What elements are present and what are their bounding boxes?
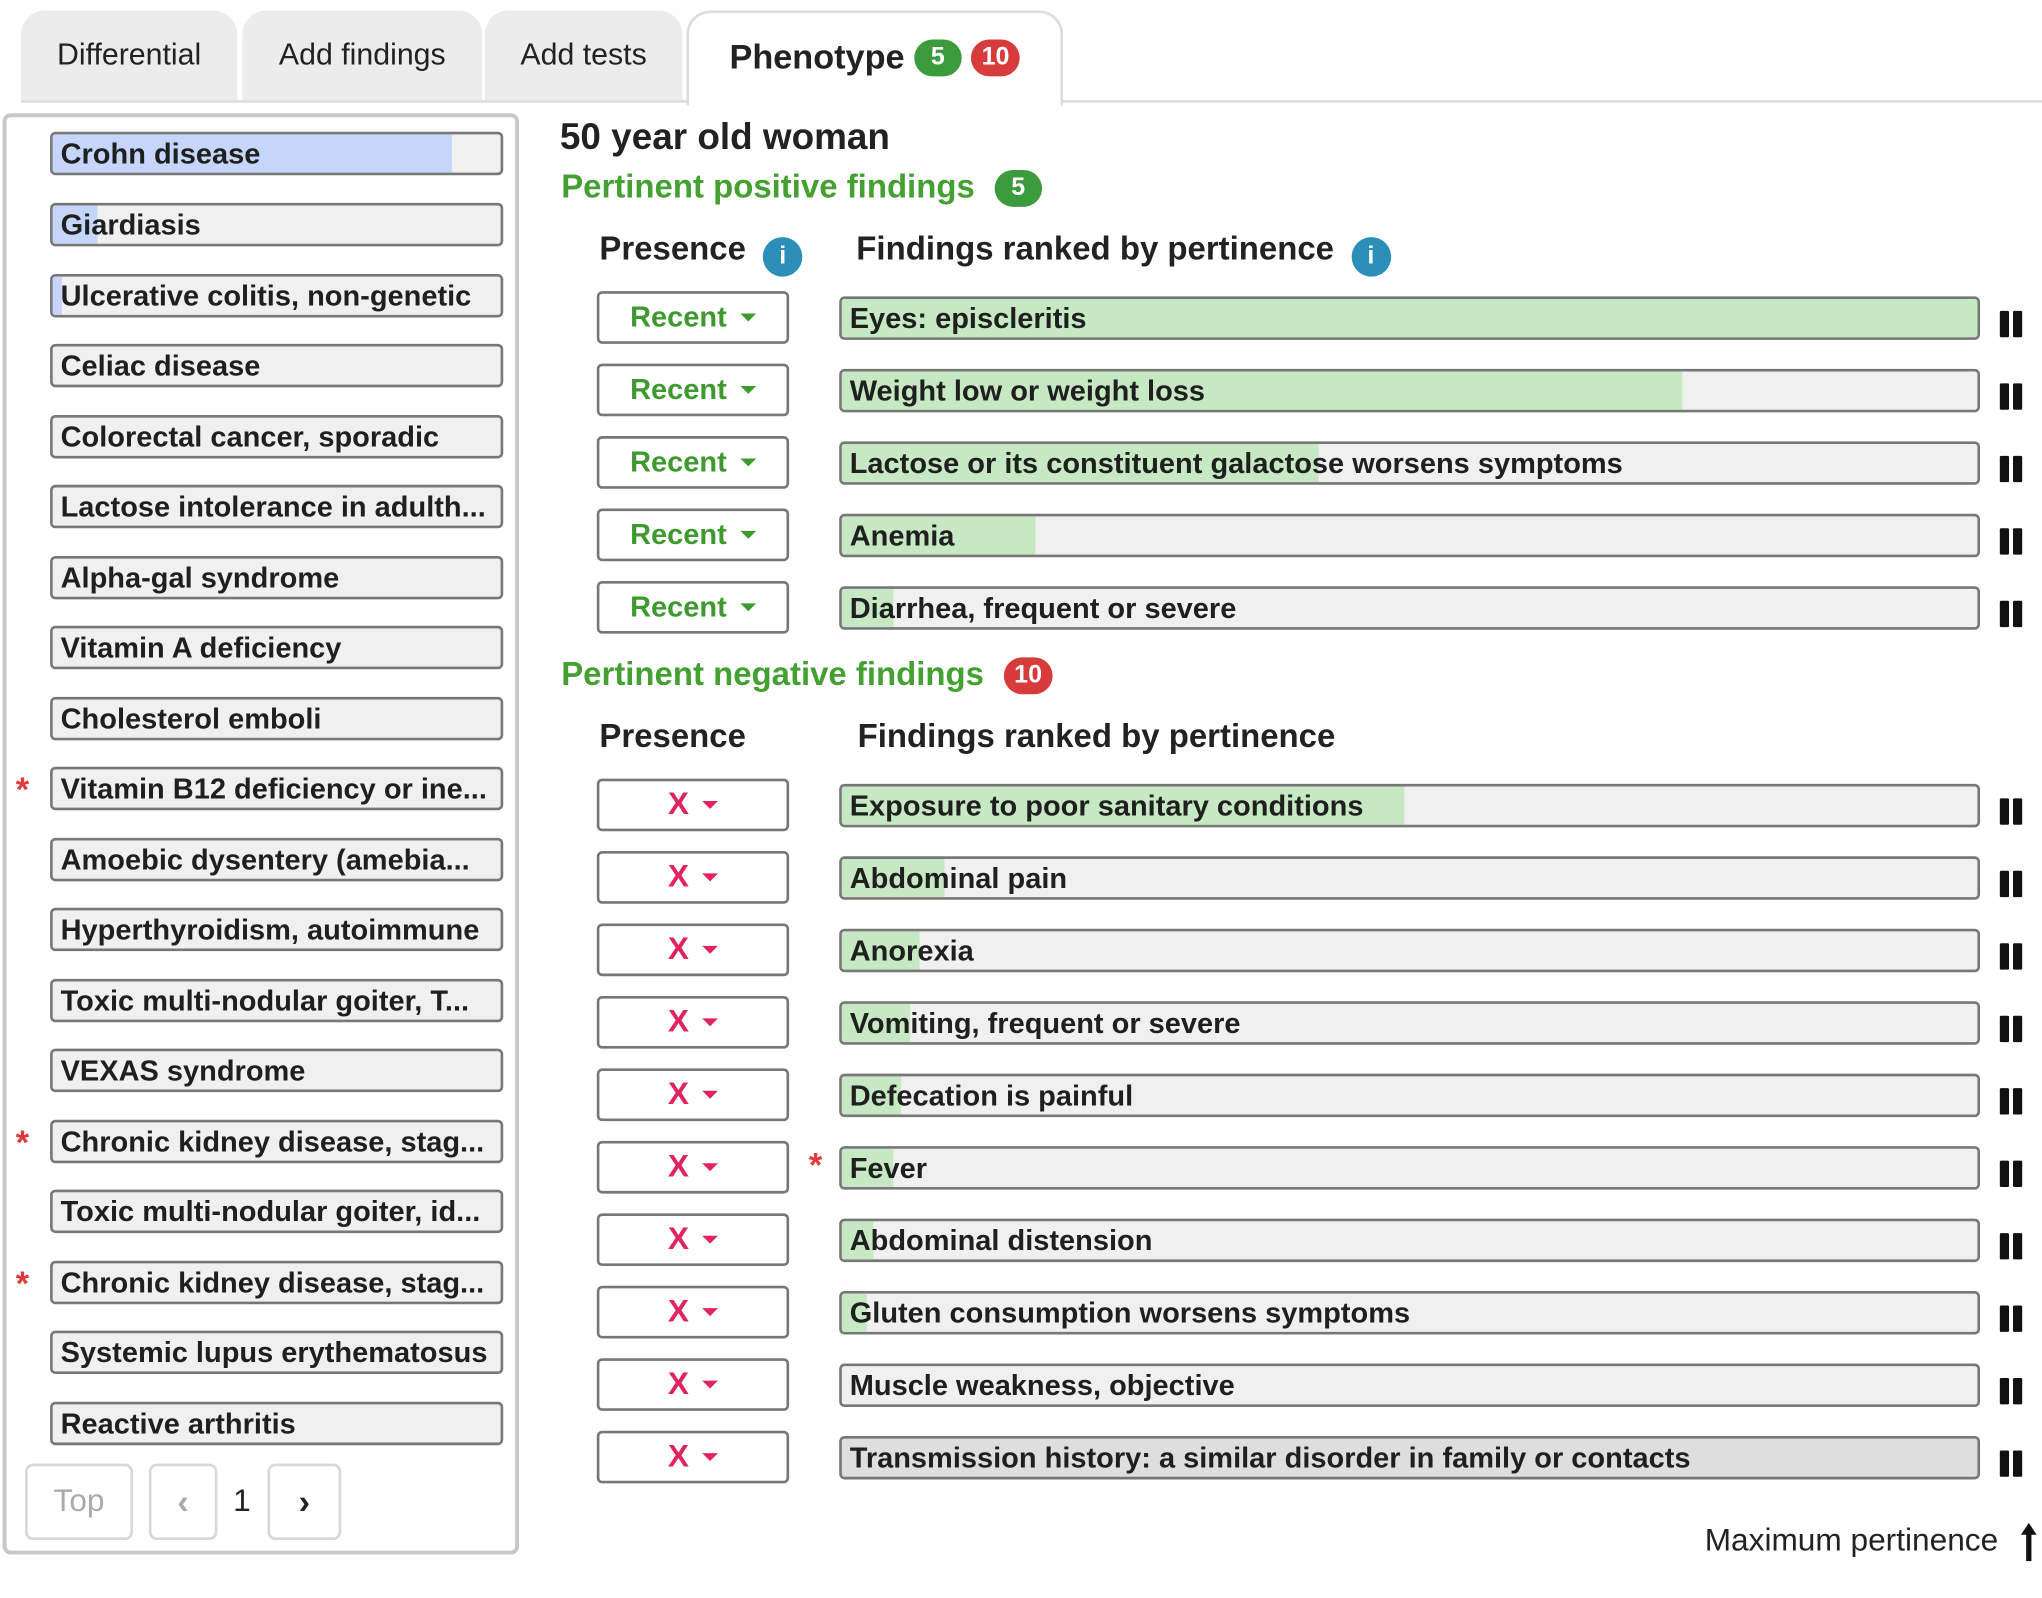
finding-bar[interactable] (839, 514, 1980, 557)
differential-item[interactable] (15, 1120, 503, 1163)
asterisk-marker: * (15, 769, 30, 809)
info-icon[interactable]: i (1351, 237, 1391, 277)
differential-item[interactable] (50, 979, 503, 1022)
differential-item-label: Toxic multi-nodular goiter, T... (60, 984, 470, 1018)
presence-value: X (667, 1438, 690, 1475)
differential-item-label: Systemic lupus erythematosus (60, 1335, 488, 1369)
differential-item-label: Giardiasis (60, 208, 201, 242)
caret-down-icon (702, 1453, 718, 1461)
finding-bar[interactable] (839, 1436, 1980, 1479)
caret-down-icon (702, 1308, 718, 1316)
differential-item-label: Chronic kidney disease, stag... (60, 1125, 485, 1158)
pause-icon[interactable] (1998, 383, 2024, 409)
differential-bar[interactable] (50, 203, 503, 246)
positive-count-badge: 5 (914, 40, 961, 77)
findings-header (856, 231, 1390, 277)
finding-label: Fever (849, 1151, 928, 1185)
pager-top-button[interactable]: Top (25, 1464, 133, 1540)
caret-down-icon (740, 314, 756, 322)
caret-down-icon (702, 873, 718, 881)
presence-value: Recent (630, 590, 727, 624)
differential-item-label: Toxic multi-nodular goiter, id... (60, 1194, 481, 1228)
pause-icon[interactable] (1998, 1161, 2024, 1187)
finding-label: Diarrhea, frequent or severe (849, 591, 1237, 625)
differential-item[interactable] (50, 908, 503, 951)
finding-bar[interactable] (839, 1146, 1980, 1189)
tab-label: Differential (56, 36, 202, 72)
presence-dropdown[interactable] (597, 1431, 789, 1484)
differential-item-label: Ulcerative colitis, non-genetic (60, 279, 472, 313)
differential-item-label: Alpha-gal syndrome (60, 561, 340, 595)
finding-label: Exposure to poor sanitary conditions (849, 789, 1364, 823)
pause-icon[interactable] (1998, 871, 2024, 897)
finding-bar[interactable] (839, 1001, 1980, 1044)
presence-value: X (667, 1293, 690, 1330)
presence-dropdown[interactable] (597, 364, 789, 417)
presence-dropdown[interactable] (597, 1141, 789, 1194)
tab-phenotype[interactable] (686, 11, 1063, 106)
finding-bar[interactable] (839, 929, 1980, 972)
finding-label: Vomiting, frequent or severe (849, 1006, 1241, 1040)
presence-dropdown[interactable] (597, 291, 789, 344)
caret-down-icon (702, 1381, 718, 1389)
presence-dropdown[interactable] (597, 509, 789, 562)
presence-value: Recent (630, 517, 727, 551)
caret-down-icon (740, 458, 756, 466)
tab-differential[interactable] (21, 11, 237, 101)
pause-icon[interactable] (1998, 601, 2024, 627)
presence-value: X (667, 1221, 690, 1257)
differential-item-label: Colorectal cancer, sporadic (60, 420, 440, 454)
section-title-text: Pertinent negative findings (561, 656, 984, 693)
pause-icon[interactable] (1998, 1233, 2024, 1259)
asterisk-marker: * (15, 1263, 30, 1303)
finding-label: Lactose or its constituent galactose worsens symptoms (849, 446, 1623, 480)
finding-bar[interactable] (839, 1364, 1980, 1407)
findings-header: Findings ranked by pertinence (857, 717, 1336, 755)
differential-bar[interactable] (50, 556, 503, 599)
differential-bar[interactable] (50, 132, 503, 175)
pause-icon[interactable] (1998, 311, 2024, 337)
caret-down-icon (702, 801, 718, 809)
differential-bar[interactable] (50, 1331, 503, 1374)
finding-label: Transmission history: a similar disorder in family or contacts (849, 1441, 1691, 1475)
differential-item[interactable] (15, 1261, 503, 1304)
differential-bar[interactable] (50, 1120, 503, 1163)
positive-section-title (561, 169, 1042, 207)
differential-item[interactable] (50, 697, 503, 740)
max-pertinence-label: Maximum pertinence (1704, 1522, 1999, 1559)
section-title-text: Pertinent positive findings (561, 168, 975, 206)
tab-add-findings[interactable] (242, 11, 482, 101)
differential-item-label: Lactose intolerance in adulth... (60, 490, 486, 524)
differential-bar[interactable] (50, 274, 503, 317)
positive-section-badge: 5 (994, 170, 1041, 207)
finding-bar[interactable] (839, 784, 1980, 827)
up-arrow-icon (2018, 1520, 2039, 1562)
presence-value: Recent (630, 300, 727, 334)
tab-label: Add tests (520, 36, 647, 72)
caret-down-icon (740, 603, 756, 611)
caret-down-icon (702, 1091, 718, 1099)
info-icon[interactable]: i (763, 237, 803, 277)
differential-item[interactable] (50, 274, 503, 317)
presence-dropdown[interactable] (597, 581, 789, 634)
presence-value: Recent (630, 445, 727, 479)
tab-label: Phenotype (729, 36, 905, 77)
presence-header-text: Presence (599, 230, 746, 268)
differential-item[interactable] (50, 556, 503, 599)
finding-label: Eyes: episcleritis (849, 301, 1087, 335)
finding-bar[interactable] (839, 586, 1980, 629)
pager-prev-button[interactable]: ‹ (149, 1464, 218, 1540)
tab-label: Add findings (278, 36, 446, 72)
differential-item-label: Hyperthyroidism, autoimmune (60, 912, 480, 946)
presence-header (599, 231, 802, 277)
differential-bar[interactable] (50, 979, 503, 1022)
presence-value: X (667, 1003, 690, 1040)
negative-section-badge: 10 (1004, 657, 1053, 694)
asterisk-marker: * (808, 1144, 823, 1185)
caret-down-icon (740, 531, 756, 539)
presence-dropdown[interactable] (597, 1286, 789, 1339)
differential-bar[interactable] (50, 415, 503, 458)
differential-item[interactable] (50, 1402, 503, 1445)
differential-item[interactable] (50, 1049, 503, 1092)
pause-icon[interactable] (1998, 1450, 2024, 1476)
differential-bar[interactable] (50, 626, 503, 669)
differential-bar[interactable] (50, 767, 503, 810)
differential-bar[interactable] (50, 838, 503, 881)
pause-icon[interactable] (1998, 1016, 2024, 1042)
finding-bar[interactable] (839, 441, 1980, 484)
differential-bar[interactable] (50, 344, 503, 387)
tab-bar (21, 11, 2042, 103)
differential-item-label: Cholesterol emboli (60, 702, 322, 736)
differential-item[interactable] (15, 767, 503, 810)
presence-dropdown[interactable] (597, 851, 789, 904)
differential-item-label: Amoebic dysentery (amebia... (60, 843, 470, 877)
differential-bar[interactable] (50, 1190, 503, 1233)
finding-bar[interactable] (839, 369, 1980, 412)
finding-label: Anemia (849, 519, 955, 552)
presence-dropdown[interactable] (597, 1213, 789, 1266)
differential-item[interactable] (50, 1331, 503, 1374)
differential-bar[interactable] (50, 485, 503, 528)
differential-bar[interactable] (50, 697, 503, 740)
presence-value: X (667, 1366, 690, 1402)
differential-item[interactable] (50, 626, 503, 669)
differential-item[interactable] (50, 132, 503, 175)
differential-bar[interactable] (50, 1261, 503, 1304)
pause-icon[interactable] (1998, 1088, 2024, 1114)
presence-value: X (667, 931, 690, 967)
differential-item-label: Chronic kidney disease, stag... (60, 1266, 485, 1299)
presence-value: X (667, 786, 690, 823)
presence-dropdown[interactable] (597, 996, 789, 1049)
presence-value: Recent (630, 372, 727, 406)
caret-down-icon (702, 1018, 718, 1026)
differential-item-label: Vitamin A deficiency (60, 631, 342, 664)
caret-down-icon (702, 1236, 718, 1244)
patient-description: 50 year old woman (559, 115, 890, 157)
presence-value: X (667, 1148, 690, 1185)
pager-page-number: 1 (233, 1483, 251, 1519)
presence-dropdown[interactable] (597, 923, 789, 976)
presence-value: X (667, 1076, 690, 1112)
finding-label: Abdominal pain (849, 861, 1068, 895)
finding-bar[interactable] (839, 296, 1980, 339)
presence-dropdown[interactable] (597, 1358, 789, 1411)
caret-down-icon (740, 386, 756, 394)
differential-item[interactable] (50, 203, 503, 246)
pause-icon[interactable] (1998, 456, 2024, 482)
differential-item[interactable] (50, 485, 503, 528)
pause-icon[interactable] (1998, 1378, 2024, 1404)
differential-item[interactable] (50, 344, 503, 387)
differential-item[interactable] (50, 415, 503, 458)
finding-label: Muscle weakness, objective (849, 1368, 1235, 1402)
pause-icon[interactable] (1998, 1306, 2024, 1332)
finding-bar[interactable] (839, 1291, 1980, 1334)
differential-item-label: Crohn disease (60, 137, 261, 170)
finding-bar[interactable] (839, 1074, 1980, 1117)
differential-bar[interactable] (50, 1402, 503, 1445)
pager-next-button[interactable]: › (267, 1464, 341, 1540)
caret-down-icon (702, 946, 718, 954)
finding-label: Defecation is painful (849, 1078, 1134, 1112)
tab-add-tests[interactable] (485, 11, 683, 101)
differential-item[interactable] (50, 838, 503, 881)
finding-label: Abdominal distension (849, 1223, 1153, 1257)
finding-label: Gluten consumption worsens symptoms (849, 1296, 1411, 1330)
presence-value: X (667, 858, 690, 895)
differential-item-label: Celiac disease (60, 349, 261, 383)
finding-bar[interactable] (839, 1219, 1980, 1262)
differential-item-label: Vitamin B12 deficiency or ine... (60, 771, 487, 805)
presence-dropdown[interactable] (597, 436, 789, 489)
finding-label: Anorexia (849, 934, 974, 967)
finding-bar[interactable] (839, 856, 1980, 899)
asterisk-marker: * (15, 1122, 30, 1162)
differential-item-label: VEXAS syndrome (60, 1053, 306, 1087)
presence-dropdown[interactable] (597, 779, 789, 832)
findings-header-text: Findings ranked by pertinence (856, 230, 1334, 268)
differential-panel (3, 113, 519, 1554)
presence-dropdown[interactable] (597, 1068, 789, 1121)
negative-count-badge: 10 (971, 40, 1020, 77)
pause-icon[interactable] (1998, 798, 2024, 824)
differential-item-label: Reactive arthritis (60, 1406, 296, 1440)
caret-down-icon (702, 1163, 718, 1171)
differential-item[interactable] (50, 1190, 503, 1233)
pause-icon[interactable] (1998, 528, 2024, 554)
negative-section-title (561, 656, 1052, 694)
differential-bar[interactable] (50, 1049, 503, 1092)
presence-header: Presence (599, 717, 746, 755)
pause-icon[interactable] (1998, 943, 2024, 969)
differential-bar[interactable] (50, 908, 503, 951)
finding-label: Weight low or weight loss (849, 374, 1206, 408)
